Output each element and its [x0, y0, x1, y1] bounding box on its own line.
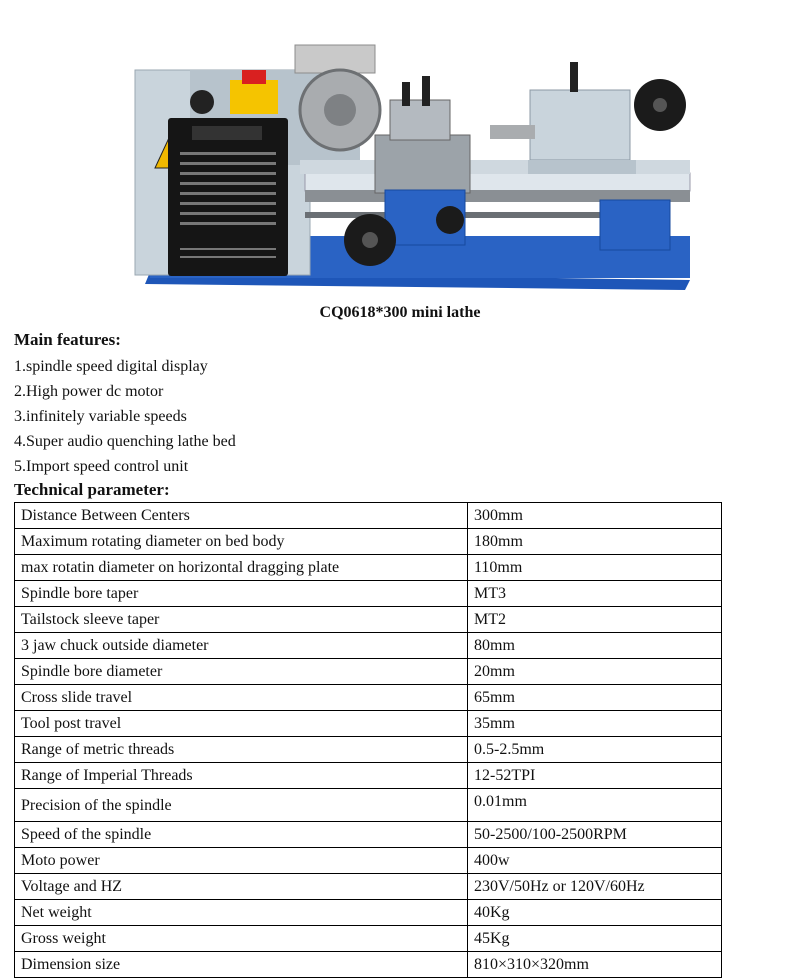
param-label: Speed of the spindle	[15, 822, 468, 848]
param-value: 65mm	[468, 685, 722, 711]
param-label: Voltage and HZ	[15, 874, 468, 900]
table-row	[15, 874, 722, 900]
param-label: Dimension size	[15, 952, 468, 978]
param-value: 20mm	[468, 659, 722, 685]
param-label: Tool post travel	[15, 711, 468, 737]
feature-item: 5.Import speed control unit	[14, 458, 189, 475]
technical-parameter-table	[14, 502, 722, 978]
param-label: Tailstock sleeve taper	[15, 607, 468, 633]
table-row	[15, 848, 722, 874]
table-row	[15, 607, 722, 633]
param-label: Range of metric threads	[15, 737, 468, 763]
param-label: Distance Between Centers	[15, 503, 468, 529]
param-label: Spindle bore diameter	[15, 659, 468, 685]
photo-caption: CQ0618*300 mini lathe	[319, 304, 481, 321]
feature-item: 1.spindle speed digital display	[14, 358, 208, 375]
param-value: 45Kg	[468, 926, 722, 952]
table-row	[15, 763, 722, 789]
technical-parameter-heading: Technical parameter:	[14, 480, 170, 499]
control-panel	[168, 118, 288, 276]
table-row	[15, 555, 722, 581]
features-list	[14, 354, 236, 479]
param-value: 0.01mm	[468, 789, 722, 822]
param-label: Range of Imperial Threads	[15, 763, 468, 789]
main-features-heading: Main features:	[14, 330, 121, 349]
table-row	[15, 685, 722, 711]
param-value: 0.5-2.5mm	[468, 737, 722, 763]
param-value: 12-52TPI	[468, 763, 722, 789]
table-row	[15, 789, 722, 822]
feature-item: 2.High power dc motor	[14, 383, 164, 400]
param-value: 80mm	[468, 633, 722, 659]
param-value: 35mm	[468, 711, 722, 737]
emergency-stop-button	[230, 80, 278, 114]
param-label: Cross slide travel	[15, 685, 468, 711]
param-value: 810×310×320mm	[468, 952, 722, 978]
param-label: max rotatin diameter on horizontal dragging plate	[15, 555, 468, 581]
feature-item: 4.Super audio quenching lathe bed	[14, 433, 236, 450]
lathe-photo	[130, 40, 700, 290]
param-value: 230V/50Hz or 120V/60Hz	[468, 874, 722, 900]
param-value: MT3	[468, 581, 722, 607]
param-value: MT2	[468, 607, 722, 633]
param-value: 50-2500/100-2500RPM	[468, 822, 722, 848]
param-label: Net weight	[15, 900, 468, 926]
param-value: 400w	[468, 848, 722, 874]
param-label: Precision of the spindle	[15, 789, 468, 822]
table-row	[15, 822, 722, 848]
table-row	[15, 529, 722, 555]
table-row	[15, 900, 722, 926]
table-row	[15, 711, 722, 737]
param-value: 300mm	[468, 503, 722, 529]
table-row	[15, 581, 722, 607]
feature-item: 3.infinitely variable speeds	[14, 408, 187, 425]
table-row	[15, 926, 722, 952]
param-label: Maximum rotating diameter on bed body	[15, 529, 468, 555]
param-label: Gross weight	[15, 926, 468, 952]
table-row	[15, 737, 722, 763]
param-label: Spindle bore taper	[15, 581, 468, 607]
table-row	[15, 659, 722, 685]
param-label: Moto power	[15, 848, 468, 874]
param-label: 3 jaw chuck outside diameter	[15, 633, 468, 659]
table-row	[15, 633, 722, 659]
param-value: 110mm	[468, 555, 722, 581]
param-value: 180mm	[468, 529, 722, 555]
table-row	[15, 952, 722, 978]
param-value: 40Kg	[468, 900, 722, 926]
table-row	[15, 503, 722, 529]
